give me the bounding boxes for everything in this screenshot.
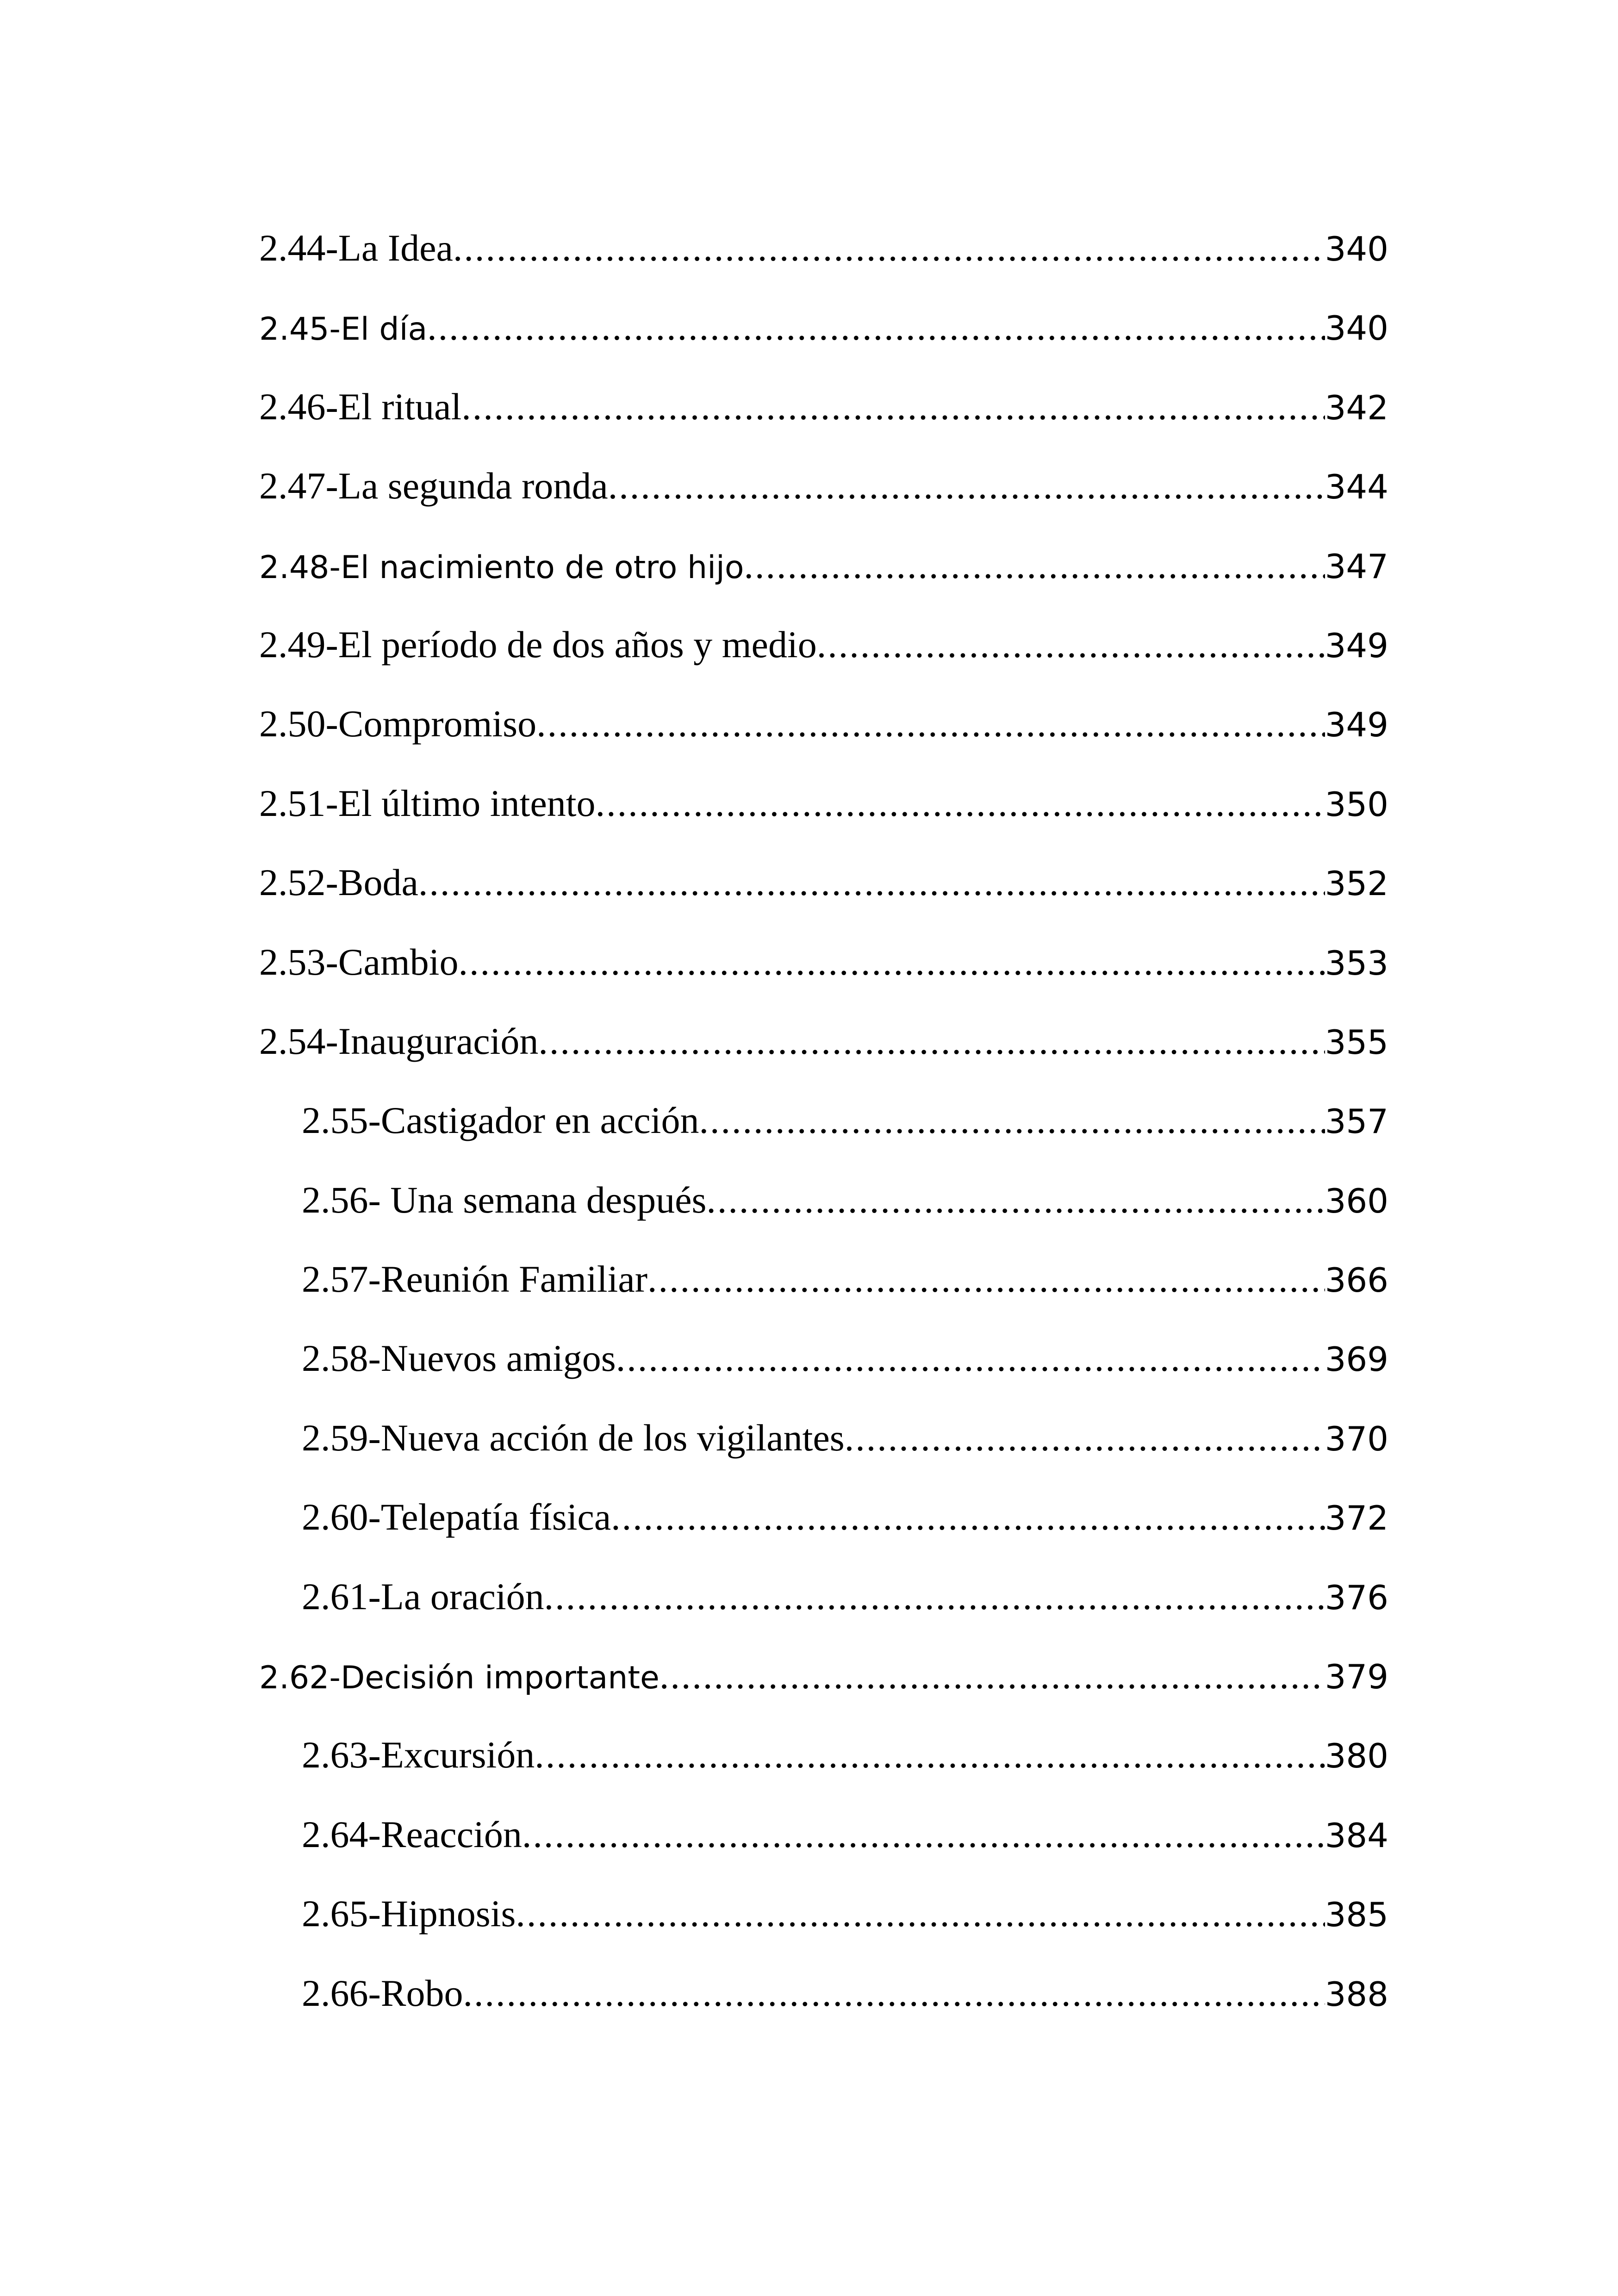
toc-entry-title: 2.56- Una semana después <box>302 1178 707 1221</box>
toc-dot-leader <box>699 1081 1325 1160</box>
toc-entry[interactable] <box>259 1557 1388 1636</box>
toc-dot-leader <box>660 1636 1325 1715</box>
toc-dot-leader <box>453 208 1325 287</box>
toc-entry[interactable] <box>259 1081 1388 1160</box>
toc-entry-page-number: 380 <box>1325 1736 1388 1776</box>
toc-entry[interactable] <box>259 367 1388 446</box>
toc-entry-title: 2.52-Boda <box>259 861 418 904</box>
toc-dot-leader <box>616 1319 1325 1398</box>
toc-entry-title: 2.60-Telepatía física <box>302 1496 611 1538</box>
toc-entry-title: 2.57-Reunión Familiar <box>302 1258 648 1300</box>
toc-entry[interactable] <box>259 922 1388 1002</box>
toc-dot-leader <box>463 1954 1325 2033</box>
toc-entry-page-number: 353 <box>1325 943 1388 983</box>
toc-entry[interactable] <box>259 526 1388 605</box>
toc-entry-title: 2.55-Castigador en acción <box>302 1099 699 1142</box>
toc-dot-leader <box>522 1795 1325 1874</box>
toc-entry-title: 2.53-Cambio <box>259 940 459 983</box>
toc-entry[interactable] <box>259 1319 1388 1398</box>
toc-entry-page-number: 366 <box>1325 1261 1388 1300</box>
toc-entry-title: 2.49-El período de dos años y medio <box>259 623 817 666</box>
toc-entry-page-number: 347 <box>1325 547 1388 586</box>
toc-dot-leader <box>461 367 1325 446</box>
toc-dot-leader <box>516 1874 1325 1953</box>
toc-dot-leader <box>611 1477 1325 1556</box>
toc-dot-leader <box>544 1557 1325 1636</box>
toc-entry-page-number: 349 <box>1325 626 1388 665</box>
toc-entry-title: 2.65-Hipnosis <box>302 1892 516 1935</box>
toc-entry-page-number: 340 <box>1325 309 1388 348</box>
toc-entry[interactable] <box>259 1002 1388 1081</box>
toc-entry-title: 2.44-La Idea <box>259 227 453 269</box>
toc-entry-title: 2.62-Decisión importante <box>259 1660 660 1697</box>
toc-entry[interactable] <box>259 287 1388 367</box>
toc-entry[interactable] <box>259 1954 1388 2033</box>
toc-entry-title: 2.51-El último intento <box>259 782 596 824</box>
toc-entry[interactable] <box>259 843 1388 922</box>
toc-entry-page-number: 384 <box>1325 1816 1388 1855</box>
toc-dot-leader <box>608 446 1325 525</box>
toc-entry-page-number: 360 <box>1325 1181 1388 1220</box>
toc-dot-leader <box>418 843 1325 922</box>
toc-dot-leader <box>538 1002 1325 1081</box>
toc-entry-page-number: 342 <box>1325 388 1388 427</box>
toc-entry-page-number: 385 <box>1325 1895 1388 1935</box>
toc-entry-page-number: 376 <box>1325 1578 1388 1617</box>
toc-entry[interactable] <box>259 446 1388 525</box>
toc-entry-title: 2.45-El día <box>259 311 428 348</box>
toc-entry-title: 2.54-Inauguración <box>259 1020 539 1062</box>
toc-entry-title: 2.48-El nacimiento de otro hijo <box>259 549 744 586</box>
toc-entry-title: 2.63-Excursión <box>302 1734 535 1776</box>
toc-entry-page-number: 352 <box>1325 864 1388 903</box>
toc-entry-page-number: 388 <box>1325 1974 1388 2014</box>
toc-entry[interactable] <box>259 764 1388 843</box>
toc-dot-leader <box>596 764 1325 843</box>
toc-dot-leader <box>535 1715 1325 1794</box>
toc-entry[interactable] <box>259 1795 1388 1874</box>
table-of-contents <box>259 208 1388 2033</box>
toc-dot-leader <box>536 684 1325 763</box>
toc-entry-page-number: 372 <box>1325 1499 1388 1538</box>
toc-entry-page-number: 369 <box>1325 1340 1388 1379</box>
toc-entry-page-number: 379 <box>1325 1657 1388 1697</box>
toc-entry-title: 2.59-Nueva acción de los vigilantes <box>302 1416 845 1459</box>
toc-entry[interactable] <box>259 1160 1388 1239</box>
toc-dot-leader <box>845 1398 1325 1477</box>
toc-dot-leader <box>817 605 1325 684</box>
toc-entry[interactable] <box>259 1239 1388 1319</box>
toc-entry[interactable] <box>259 684 1388 763</box>
toc-entry-title: 2.58-Nuevos amigos <box>302 1337 616 1380</box>
toc-entry-title: 2.64-Reacción <box>302 1813 522 1855</box>
toc-entry-title: 2.47-La segunda ronda <box>259 465 608 507</box>
toc-dot-leader <box>744 526 1325 605</box>
toc-entry[interactable] <box>259 1477 1388 1556</box>
toc-entry-title: 2.50-Compromiso <box>259 703 537 745</box>
toc-entry[interactable] <box>259 208 1388 287</box>
toc-entry-page-number: 350 <box>1325 784 1388 824</box>
toc-entry[interactable] <box>259 1715 1388 1794</box>
toc-dot-leader <box>647 1239 1325 1319</box>
toc-entry-page-number: 340 <box>1325 230 1388 268</box>
toc-entry-page-number: 370 <box>1325 1419 1388 1458</box>
toc-entry-page-number: 355 <box>1325 1022 1388 1062</box>
toc-entry-page-number: 349 <box>1325 705 1388 745</box>
toc-entry[interactable] <box>259 1398 1388 1477</box>
toc-entry-title: 2.46-El ritual <box>259 385 462 428</box>
toc-dot-leader <box>427 287 1325 367</box>
toc-entry-page-number: 357 <box>1325 1102 1388 1141</box>
toc-dot-leader <box>458 922 1325 1002</box>
toc-dot-leader <box>706 1160 1325 1239</box>
toc-entry-page-number: 344 <box>1325 467 1388 507</box>
toc-entry-title: 2.66-Robo <box>302 1972 463 2014</box>
toc-entry[interactable] <box>259 1636 1388 1715</box>
toc-entry[interactable] <box>259 605 1388 684</box>
toc-entry-title: 2.61-La oración <box>302 1575 544 1618</box>
toc-entry[interactable] <box>259 1874 1388 1953</box>
